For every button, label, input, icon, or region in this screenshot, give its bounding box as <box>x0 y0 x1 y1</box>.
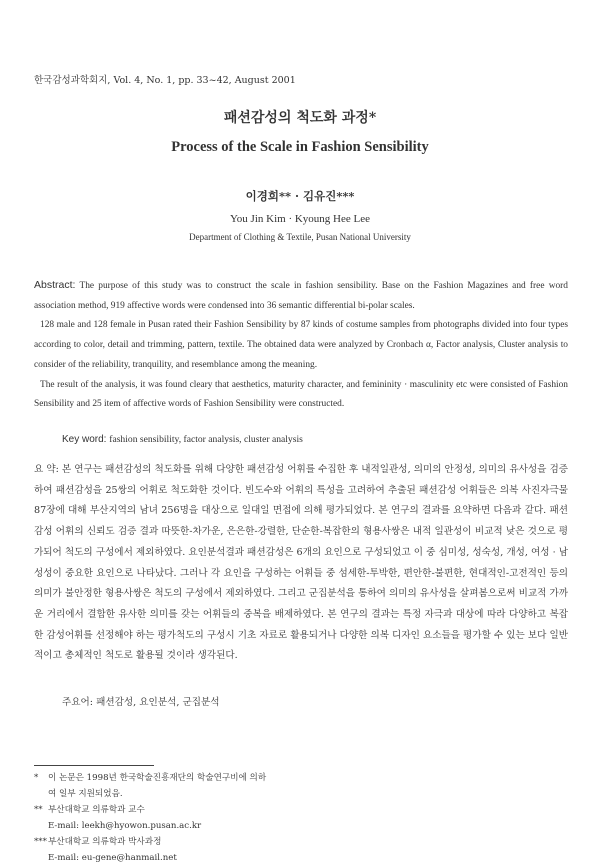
korean-keywords-value: 패션감성, 요인분석, 군집분석 <box>96 697 220 708</box>
title-korean: 패션감성의 척도화 과정* <box>223 110 377 126</box>
footnote-3 <box>34 834 266 850</box>
authors-english: You Jin Kim · Kyoung Hee Lee <box>229 213 371 225</box>
footnote-2 <box>34 802 266 818</box>
footnote-text: 부산대학교 의류학과 교수 <box>48 805 145 815</box>
footnote-text: 부산대학교 의류학과 박사과정 <box>48 837 162 847</box>
abstract-text-1: The purpose of this study was to construct the scale in fashion sensibility. Base on the Fashion Magazines and free word association method, 919 affective words were condensed into 36 semantic differential bi-polar scales. <box>34 281 568 311</box>
korean-keywords <box>62 694 220 708</box>
english-keywords <box>62 434 303 445</box>
footnote-mark: ** <box>34 805 43 815</box>
footnote-mark: * <box>34 773 39 783</box>
korean-abstract-text: 요 약: 본 연구는 패션감성의 척도화를 위해 다양한 패션감성 어휘를 수집한 후 내적일관성, 의미의 안정성, 의미의 유사성을 검증하여 패션감성을 25쌍의 어휘로 척도화한 것이다. 빈도수와 어휘의 특성을 고려하여 추출된 패션감성 어휘들은 의복 사진자극물 87장에 대해 부산지역의 남녀 256명을 대상으로 일대일 면접에 의해 평가되었다. 본 연구의 결과를 요약하면 다음과 같다. 패션감성 어휘의 신뢰도 검증 결과 따뜻한-차가운, 은은한-강렬한, 단순한-복잡한의 형용사쌍은 내적 일관성이 비교적 낮은 것으로 평가되어 척도의 구성에서 제외하였다. 요인분석결과 패션감성은 6개의 요인으로 구성되었고 이 중 심미성, 성숙성, 개성, 여성 · 남성성이 중요한 요인으로 나타났다. 그러나 각 요인을 구성하는 어휘들 중 섬세한-투박한, 편안한-불편한, 현대적인-고전적인 등의 의미가 불안정한 형용사쌍은 척도의 구성에서 제외하였다. 그리고 군집분석을 통하여 의미의 유사성을 살펴봄으로써 비교적 가까운 거리에서 결합한 유사한 의미를 갖는 어휘들의 중복을 배제하였다. 본 연구의 결과는 특정 자극과 대상에 따라 다양하고 복잡한 감성어휘를 선정해야 하는 평가척도의 구성시 기초 자료로 활용되거나 다양한 의복 디자인 요소들을 평가할 수 있는 보다 일반적이고 총체적인 척도로 활용될 것이라 생각된다. <box>34 464 568 662</box>
affiliation: Department of Clothing & Textile, Pusan National University <box>189 232 411 242</box>
keywords-value: fashion sensibility, factor analysis, cluster analysis <box>109 434 303 445</box>
abstract-paragraph-3: The result of the analysis, it was found cleary that aesthetics, maturity character, and femininity · masculinity etc were consisted of Fashion Sensibility and 25 item of affective words of Fashion Sensibility were constructed. <box>34 379 568 410</box>
english-abstract <box>34 276 568 415</box>
authors-korean: 이경희** · 김유진*** <box>245 189 355 203</box>
title-english: Process of the Scale in Fashion Sensibility <box>171 139 429 155</box>
footnote-divider <box>34 765 154 766</box>
korean-abstract <box>34 460 568 667</box>
korean-keywords-label: 주요어: <box>62 697 94 708</box>
keywords-label: Key word: <box>62 434 107 445</box>
footnote-3-email: E-mail: eu-gene@hanmail.net <box>48 853 177 863</box>
journal-header: 한국감성과학회지, Vol. 4, No. 1, pp. 33~42, August 2001 <box>34 75 296 86</box>
footnotes <box>34 770 266 866</box>
footnote-text: 이 논문은 1998년 한국학술진흥재단의 학술연구비에 의하 <box>48 773 267 783</box>
abstract-label: Abstract: <box>34 279 76 291</box>
footnote-1-cont: 여 일부 지원되었음. <box>48 789 123 799</box>
abstract-paragraph-2: 128 male and 128 female in Pusan rated their Fashion Sensibility by 87 kinds of costume samples from photographs divided into four types according to color, detail and trimming, pattern, textile. The obtained data were analyzed by Cronbach α, Factor analysis, Cluster analysis to consider of the reliability, tranquility, and resemblance among the meaning. <box>34 320 568 370</box>
footnote-mark: *** <box>34 837 47 847</box>
abstract-paragraph-1 <box>34 276 568 316</box>
footnote-1 <box>34 770 266 786</box>
footnote-2-email: E-mail: leekh@hyowon.pusan.ac.kr <box>48 821 202 831</box>
